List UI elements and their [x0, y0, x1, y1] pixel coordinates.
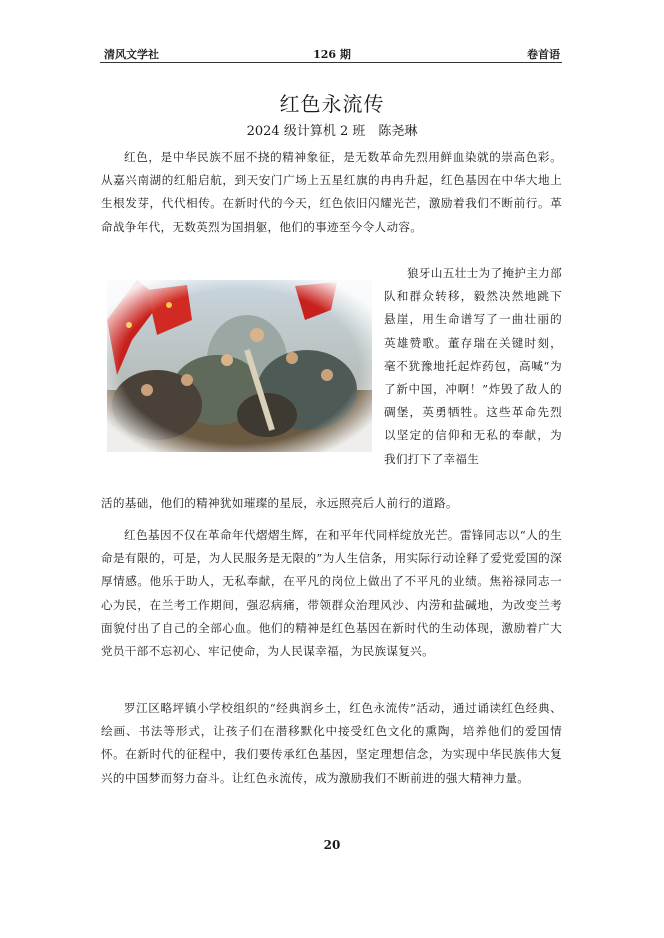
- paragraph-2-continued: 活的基础，他们的精神犹如璀璨的星辰，永远照亮后人前行的道路。: [101, 496, 458, 510]
- revolutionary-painting-image: [107, 280, 372, 452]
- article-title: 红色永流传: [279, 92, 385, 116]
- header-issue: 126 期: [313, 48, 351, 61]
- header-rule: [100, 62, 562, 63]
- paragraph-2: 狼牙山五壮士为了掩护主力部队和群众转移，毅然决然地跳下悬崖，用生命谱写了一曲壮丽的英雄赞歌。董存瑞在关键时刻，毫不犹豫地托起炸药包，高喊“为了新中国，冲啊！”炸毁了敌人的碉堡，英勇牺牲。这些革命先烈以坚定的信仰和无私的奉献，为我们打下了幸福生: [384, 266, 562, 466]
- paragraph-1: 红色，是中华民族不屈不挠的精神象征，是无数革命先烈用鲜血染就的崇高色彩。从嘉兴南湖的红船启航，到天安门广场上五星红旗的冉冉升起，红色基因在中华大地上生根发芽，代代相传。在新时代的今天，红色依旧闪耀光芒，激励着我们不断前行。革命战争年代，无数英烈为国捐躯，他们的事迹至今令人动容。: [101, 150, 562, 234]
- page-number: 20: [323, 838, 341, 852]
- page-header: [104, 46, 560, 62]
- header-club-name: 清风文学社: [104, 48, 159, 61]
- article-byline: 2024 级计算机 2 班 陈尧琳: [246, 124, 418, 139]
- paragraph-3: 红色基因不仅在革命年代熠熠生辉，在和平年代同样绽放光芒。雷锋同志以“人的生命是有限的，可是，为人民服务是无限的”为人生信条，用实际行动诠释了爱党爱国的深厚情感。他乐于助人，无私奉献，在平凡的岗位上做出了不平凡的业绩。焦裕禄同志一心为民，在兰考工作期间，强忍病痛，带领群众治理风沙、内涝和盐碱地，为改变兰考面貌付出了自己的全部心血。他们的精神是红色基因在新时代的生动体现，激励着广大党员干部不忘初心、牢记使命，为人民谋幸福，为民族谋复兴。: [101, 528, 562, 659]
- header-section: 卷首语: [527, 48, 560, 61]
- paragraph-4: 罗江区略坪镇小学校组织的“经典润乡土，红色永流传”活动，通过诵读红色经典、绘画、书法等形式，让孩子们在潜移默化中接受红色文化的熏陶，培养他们的爱国情怀。在新时代的征程中，我们要传承红色基因，坚定理想信念，为实现中华民族伟大复兴的中国梦而努力奋斗。让红色永流传，成为激励我们不断前进的强大精神力量。: [101, 701, 562, 785]
